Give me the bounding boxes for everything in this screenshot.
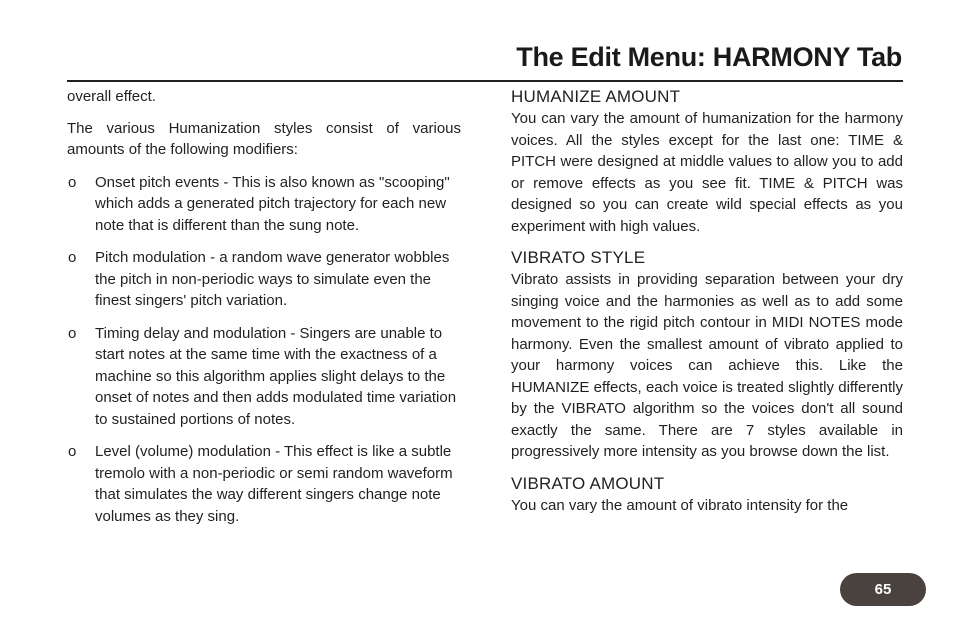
bullet-marker: o — [68, 324, 77, 342]
modifier-list — [67, 172, 461, 528]
bullet-marker: o — [68, 173, 77, 191]
list-item — [67, 247, 461, 312]
list-item — [67, 441, 461, 527]
list-item — [67, 323, 461, 431]
section-heading-humanize-amount: HUMANIZE AMOUNT — [511, 87, 681, 106]
section-heading-vibrato-amount: VIBRATO AMOUNT — [511, 473, 665, 493]
list-item-text: Timing delay and modulation - Singers are unable to start notes at the same time with the exactness of a machine so this algorithm applies slight delays to the onset of notes and then adds modulated time variation to sustained portions of notes. — [95, 324, 457, 428]
header-divider — [67, 80, 903, 82]
section-body-vibrato-amount: You can vary the amount of vibrato intensity for the — [511, 496, 849, 514]
page-number: 65 — [874, 581, 892, 598]
list-item-text: Onset pitch events - This is also known as "scooping" which adds a generated pitch trajectory for each new note that is different than the sung note. — [95, 173, 450, 234]
list-item-text: Pitch modulation - a random wave generator wobbles the pitch in non-periodic ways to simulate even the finest singers' pitch variation. — [95, 249, 450, 309]
left-column — [67, 86, 461, 538]
bullet-marker: o — [68, 249, 77, 266]
intro-paragraph: The various Humanization styles consist of various amounts of the following modifiers: — [67, 119, 461, 158]
section-heading-vibrato-style: VIBRATO STYLE — [511, 248, 646, 267]
bullet-marker: o — [68, 443, 77, 460]
right-column — [511, 86, 903, 526]
section-body-vibrato-style: Vibrato assists in providing separation between your dry singing voice and the harmonies as well as to add some movement to the rigid pitch contour in MIDI NOTES mode harmony. Even the smallest amount of vibrato applied to your harmony voices can achieve this. Like the HUMANIZE effects, each voice is treated slightly differently by the VIBRATO algorithm so the voices don't all sound exactly the same. There are 7 styles available in progressively more intensity as you browse down the list. — [511, 271, 903, 460]
list-item — [67, 172, 461, 237]
page-number-badge — [840, 573, 926, 606]
list-item-text: Level (volume) modulation - This effect is like a subtle tremolo with a non-periodic or semi random waveform that simulates the way different singers change note volumes as they sing. — [95, 443, 453, 525]
page-title: The Edit Menu: HARMONY Tab — [516, 42, 902, 72]
continuation-text: overall effect. — [67, 88, 156, 105]
section-body-humanize-amount: You can vary the amount of humanization for the harmony voices. All the styles except for the last one: TIME & PITCH were designed at middle values to allow you to add or remove effects as you see fit. TIME & PITCH was designed so you can create wild special effects as you experiment with high values. — [511, 110, 903, 235]
